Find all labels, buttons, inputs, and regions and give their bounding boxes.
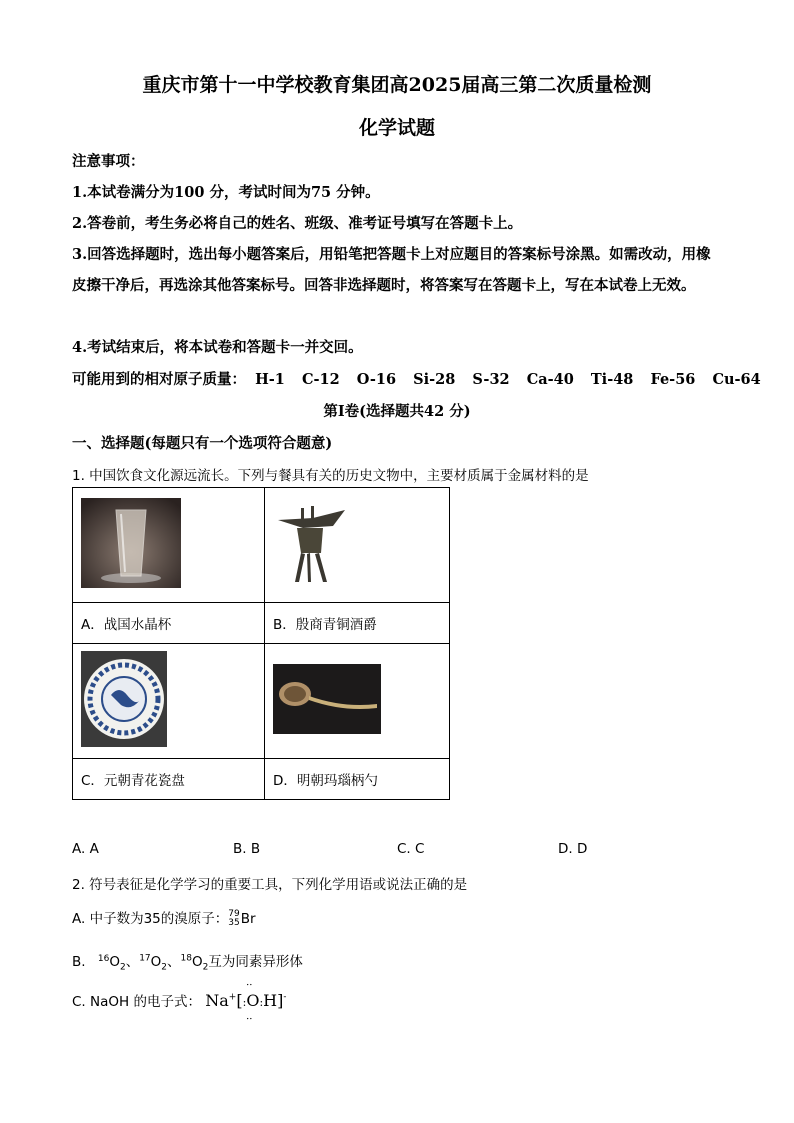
separator: 、 [125, 954, 140, 970]
nuclide-notation [228, 910, 239, 928]
option-b[interactable]: B. B [233, 841, 261, 857]
image-cell-c [73, 644, 265, 759]
atom-item: Ti-48 [590, 371, 634, 388]
atomic-masses [72, 368, 773, 389]
option-cell-a: A．战国水晶杯 [73, 603, 265, 644]
q2-option-a [72, 907, 256, 928]
notice-heading: 注意事项： [72, 153, 145, 170]
q2-c-text: C. NaOH 的电子式： [72, 994, 201, 1010]
porcelain-plate-image [81, 651, 167, 747]
notice-item-2: 2.答卷前，考生务必将自己的姓名、班级、准考证号填写在答题卡上。 [72, 215, 523, 232]
isotope-mass: 18 [180, 953, 192, 964]
option-d[interactable]: D. D [558, 841, 588, 857]
bond-pair: : [259, 996, 264, 1009]
image-cell-d [265, 644, 450, 759]
notice-item-3: 3.回答选择题时，选出每小题答案后，用铅笔把答题卡上对应题目的答案标号涂黑。如需改动，用橡皮擦干净后，再选涂其他答案标号。回答非选择题时，将答案写在答题卡上，写在本试卷上无效。 [72, 246, 711, 294]
q2-a-text: A. 中子数为35的溴原子： [72, 911, 229, 927]
charge-minus: - [283, 992, 287, 1003]
atoms-label: 可能用到的相对原子质量： [72, 371, 246, 388]
section-title: 第Ⅰ卷(选择题共42 分) [323, 403, 471, 420]
atom-item: C-12 [301, 371, 340, 388]
notice-item-1: 1.本试卷满分为100 分，考试时间为75 分钟。 [72, 184, 380, 201]
part-title: 一、选择题(每题只有一个选项符合题意) [72, 435, 333, 452]
atom-item: O-16 [356, 371, 397, 388]
electron-formula [205, 991, 286, 1010]
isotope-subscript: 2 [119, 962, 126, 973]
atom-item: H-1 [255, 371, 285, 388]
atom-item: Cu-64 [712, 371, 761, 388]
q2-b-label: B. [72, 954, 86, 970]
option-c[interactable]: C. C [397, 841, 425, 857]
isotope-symbol: O [150, 954, 162, 970]
option-cell-b: B．殷商青铜酒爵 [265, 603, 450, 644]
atom-item: Ca-40 [526, 371, 574, 388]
isotope-subscript: 2 [202, 962, 209, 973]
element-symbol: Br [240, 911, 256, 927]
q1-stem: 1. 中国饮食文化源远流长。下列与餐具有关的历史文物中，主要材质属于金属材料的是 [72, 468, 589, 484]
charge-plus: + [228, 992, 237, 1003]
notice-item-4: 4.考试结束后，将本试卷和答题卡一并交回。 [72, 339, 363, 356]
agate-spoon-image [273, 664, 381, 734]
q2-option-c [72, 990, 286, 1010]
atom-item: Si-28 [413, 371, 456, 388]
option-a[interactable]: A. A [72, 841, 99, 857]
option-cell-c: C．元朝青花瓷盘 [73, 759, 265, 800]
isotope-symbol: O [191, 954, 203, 970]
crystal-cup-image [81, 498, 181, 588]
lone-pair-left: : [242, 996, 247, 1009]
isotope-mass: 17 [139, 953, 151, 964]
image-cell-b [265, 488, 450, 603]
q2-stem: 2. 符号表征是化学学习的重要工具，下列化学用语或说法正确的是 [72, 877, 468, 893]
atomic-number: 35 [228, 918, 240, 928]
q1-table [72, 487, 450, 800]
image-cell-a [73, 488, 265, 603]
q2-b-suffix: 互为同素异形体 [208, 954, 303, 970]
option-cell-d: D．明朝玛瑙柄勺 [265, 759, 450, 800]
mass-number: 79 [228, 909, 240, 919]
bracket-left: [ [236, 991, 243, 1010]
oxygen-symbol: : O : [246, 991, 259, 1010]
hydrogen-symbol: H [263, 991, 278, 1010]
isotope-symbol: O [109, 954, 120, 970]
isotope-mass: 16 [97, 953, 110, 964]
atom-item: Fe-56 [650, 371, 696, 388]
page-subtitle: 化学试题 [358, 117, 435, 139]
bracket-right: ] [277, 991, 284, 1010]
atom-item: S-32 [472, 371, 510, 388]
bronze-jue-image [273, 498, 353, 588]
isotope-subscript: 2 [161, 962, 168, 973]
sodium-symbol: Na [205, 991, 229, 1010]
page-title: 重庆市第十一中学校教育集团高2025届高三第二次质量检测 [142, 74, 652, 96]
separator: 、 [167, 954, 181, 970]
q2-option-b [72, 950, 303, 973]
